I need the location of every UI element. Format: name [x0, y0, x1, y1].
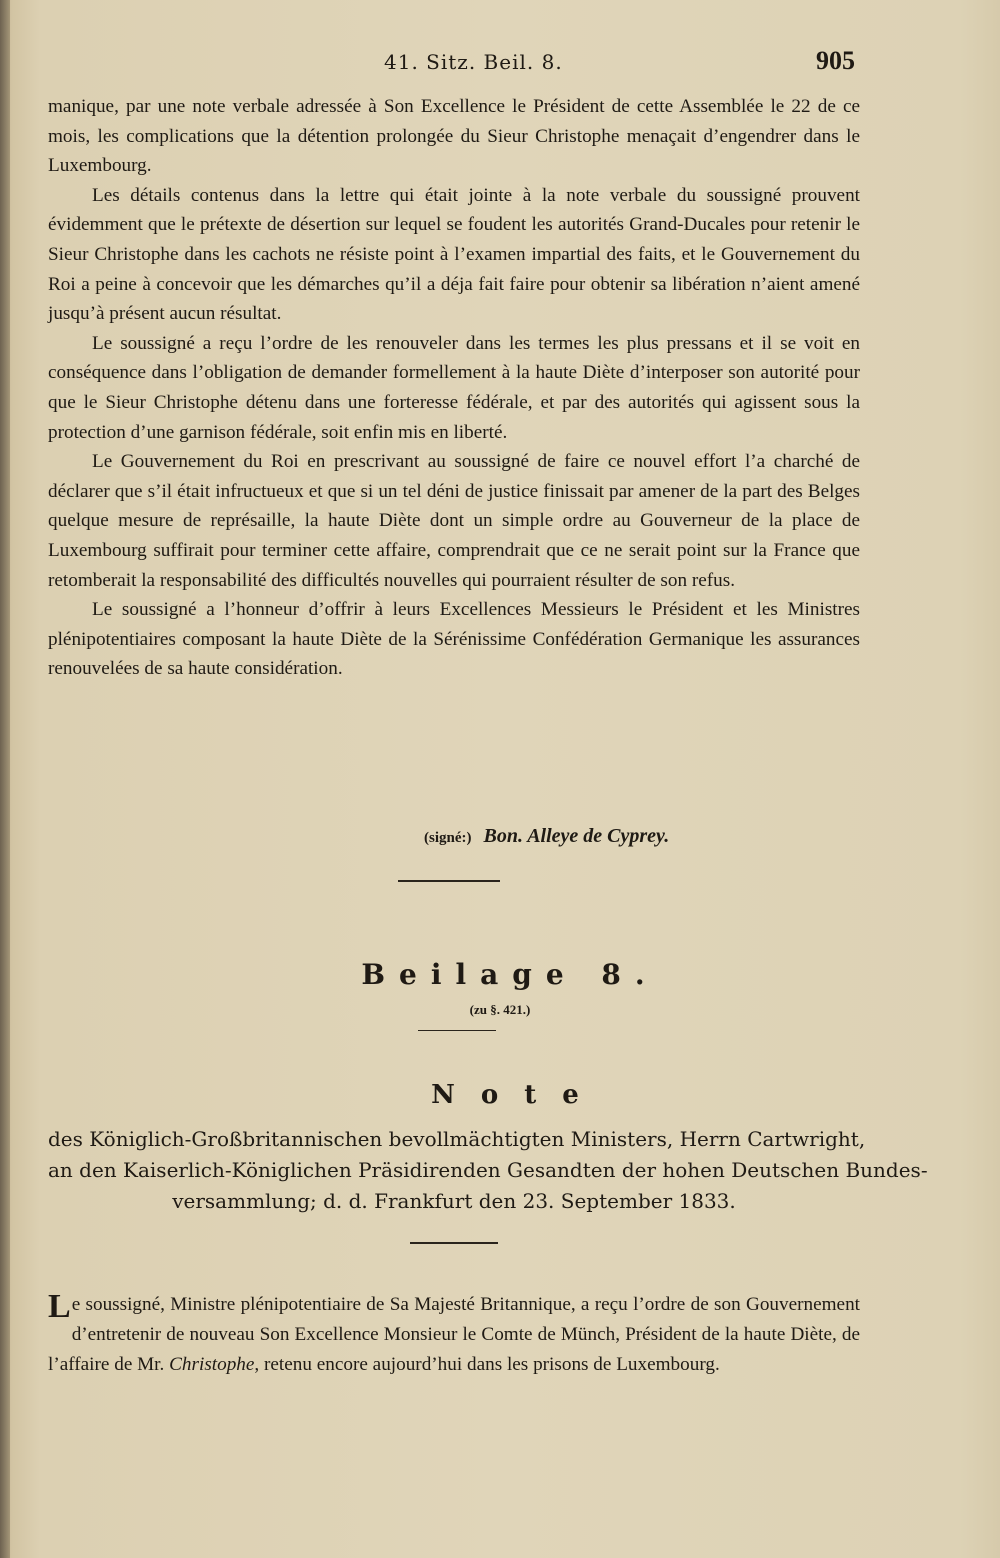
- letter-text: e soussigné, Ministre plénipotentiaire de Sa Majesté Britannique, a reçu l’ordre de son Gouvernement d’entretenir de nouveau Son Excellence Monsieur le Comte de Münch, Président de la haute Diète, de l’affaire de Mr.: [48, 1294, 860, 1375]
- reference-underline: [418, 1030, 496, 1031]
- paragraph: Les détails contenus dans la lettre qui était jointe à la note verbale du soussigné prouvent évidemment que le prétexte de désertion sur lequel se foudent les autorités Grand-Ducales pour retenir le Sieur Christophe dans les cachots ne résiste point à l’examen impartial des faits, et le Gouvernement du Roi a peine à concevoir que les démarches qu’il a déja fait faire pour obtenir sa libération n’aient amené jusqu’à présent aucun résultat.: [48, 184, 860, 325]
- body-text: [48, 92, 860, 684]
- signed-label: (signé:): [424, 830, 472, 846]
- page-header: [0, 46, 1000, 82]
- note-title-line: versammlung; d. d. Frankfurt den 23. September 1833.: [172, 1189, 736, 1213]
- paragraph: Le soussigné a reçu l’ordre de les renouveler dans les termes les plus pressans et il se voit en conséquence dans l’obligation de demander formellement à la haute Diète d’interposer son autorité pour que le Sieur Christophe détenu dans une forteresse fédérale, et par des autorités qui agissent sous la protection d’une garnison fédérale, soit enfin mis en liberté.: [48, 332, 860, 443]
- letter-text-end: , retenu encore aujourd’hui dans les prisons de Luxembourg.: [254, 1354, 720, 1375]
- signatory-name: Bon. Alleye de Cyprey.: [483, 825, 670, 847]
- note-title: [48, 1124, 928, 1217]
- paragraph: Le soussigné a l’honneur d’offrir à leurs Excellences Messieurs le Président et les Ministres plénipotentiaires composant la haute Diète de la Sérénissime Confédération Germanique les assurances renouvelées de sa haute considération.: [48, 599, 860, 680]
- letter-name-italic: Christophe: [169, 1354, 255, 1375]
- paragraph: Le Gouvernement du Roi en prescrivant au soussigné de faire ce nouvel effort l’a charché de déclarer que s’il était infructueux et que si un tel déni de justice finissait par amener de la part des Belges quelque mesure de représaille, la haute Diète dont un simple ordre au Gouverneur de la place de Luxembourg suffirait pour terminer cette affaire, comprendrait que ce ne serait point sur la France que retomberait la responsabilité des difficultés nouvelles qui pourraient résulter de son refus.: [48, 451, 860, 591]
- section-divider: [398, 880, 500, 882]
- note-title-line: des Königlich-Großbritannischen bevollmächtigten Ministers, Herrn Cartwright,: [48, 1127, 866, 1151]
- note-heading: Note: [431, 1080, 605, 1110]
- letter-paragraph: [48, 1290, 860, 1380]
- appendix-reference: (zu §. 421.): [469, 1002, 531, 1017]
- drop-cap: L: [48, 1288, 71, 1325]
- appendix-heading: Beilage 8.: [361, 958, 659, 991]
- page-number: 905: [816, 46, 855, 75]
- note-title-line: an den Kaiserlich-Königlichen Präsidirenden Gesandten der hohen Deutschen Bundes-: [48, 1158, 928, 1182]
- running-head: 41. Sitz. Beil. 8.: [384, 50, 563, 74]
- paragraph-continuation: manique, par une note verbale adressée à Son Excellence le Président de cette Assemblée le 22 de ce mois, les complications que la détention prolongée du Sieur Christophe menaçait d’engendrer dans le Luxembourg.: [48, 96, 860, 177]
- book-spine-shadow: [0, 0, 10, 1558]
- title-divider: [410, 1242, 498, 1244]
- signature-line: [424, 825, 669, 848]
